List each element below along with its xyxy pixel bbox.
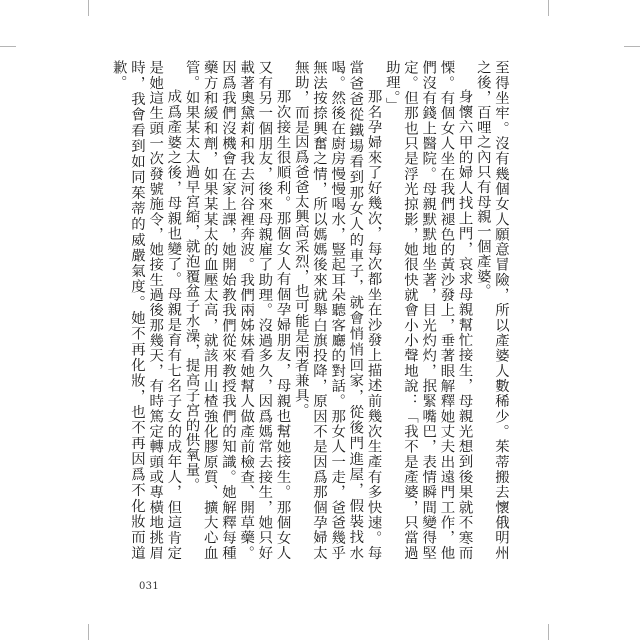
paragraph-2: 身懷六甲的婦人找上門，哀求母親幫忙接生，母親光想到後果就不寒而慄。有個女人坐在我們褪色的黃沙發上，垂著眼解釋她丈夫出遠門工作，他們沒有錢上醫院。母親默默地坐著，目光灼灼，抿緊嘴巴，表情瞬間變得堅定。但那也只是浮光掠影，她很快就會小小聲地說：「我不是產婆，只當過助理。」 xyxy=(383,60,473,560)
crop-mark-left-top xyxy=(0,46,16,47)
crop-mark-top-right xyxy=(548,0,549,16)
vertical-text-body xyxy=(110,60,510,560)
crop-mark-bottom-left xyxy=(88,624,89,640)
paragraph-1: 至得坐牢。沒有幾個女人願意冒險，所以產婆人數稀少。茱蒂搬去懷俄明州之後，百哩之內只有母親一個產婆。 xyxy=(474,60,509,560)
crop-mark-right-top xyxy=(624,46,640,47)
crop-mark-bottom-right xyxy=(548,624,549,640)
paragraph-5: 成爲產婆之後，母親也變了。母親是育有七名子女的成年人，但這肯定是她這生頭一次發號施令，她接生過後那幾天，有時篤定轉頭或專橫地挑眉時，我會看到如同茱蒂的威嚴氣度。她不再化妝，也不再因爲不化妝而道歉。 xyxy=(110,60,182,560)
page-number: 031 xyxy=(139,581,159,592)
paragraph-3: 那名孕婦來了好幾次，每次都坐在沙發上描述前幾次生產有多快速。每當爸爸從鐵場看到那女人的車子，就會悄悄回家，從後門進屋，假裝找水喝。然後在廚房慢慢喝水，豎起耳朵聽客廳的對話。那女人一走，爸爸幾乎無法按捺興奮之情，所以媽媽後來就舉白旗投降，原因不是因爲那個孕婦太無助，而是因爲爸爸太興高采烈，也可能是兩者兼具。 xyxy=(292,60,382,560)
paragraph-4: 那次接生很順利。那個女人有個孕婦朋友，母親也幫她接生。那個女人又有另一個朋友，後來母親雇了助理。沒過多久，因爲媽常去接生，她只好載著奧黛莉和我去河谷裡奔波。我們兩姊妹看她幫人做產前檢查、開草藥。因爲我們沒機會在家上課，她開始教我們從來教授我們的知識。她解釋每種藥方和緩和劑，如果某某太的血壓太高，就該用山楂強化膠原質、擴大心血管。如果某太太過早宮縮，就泡覆盆子水澡，提高子宮的供氧量。 xyxy=(183,60,291,560)
crop-mark-top-left xyxy=(88,0,89,16)
